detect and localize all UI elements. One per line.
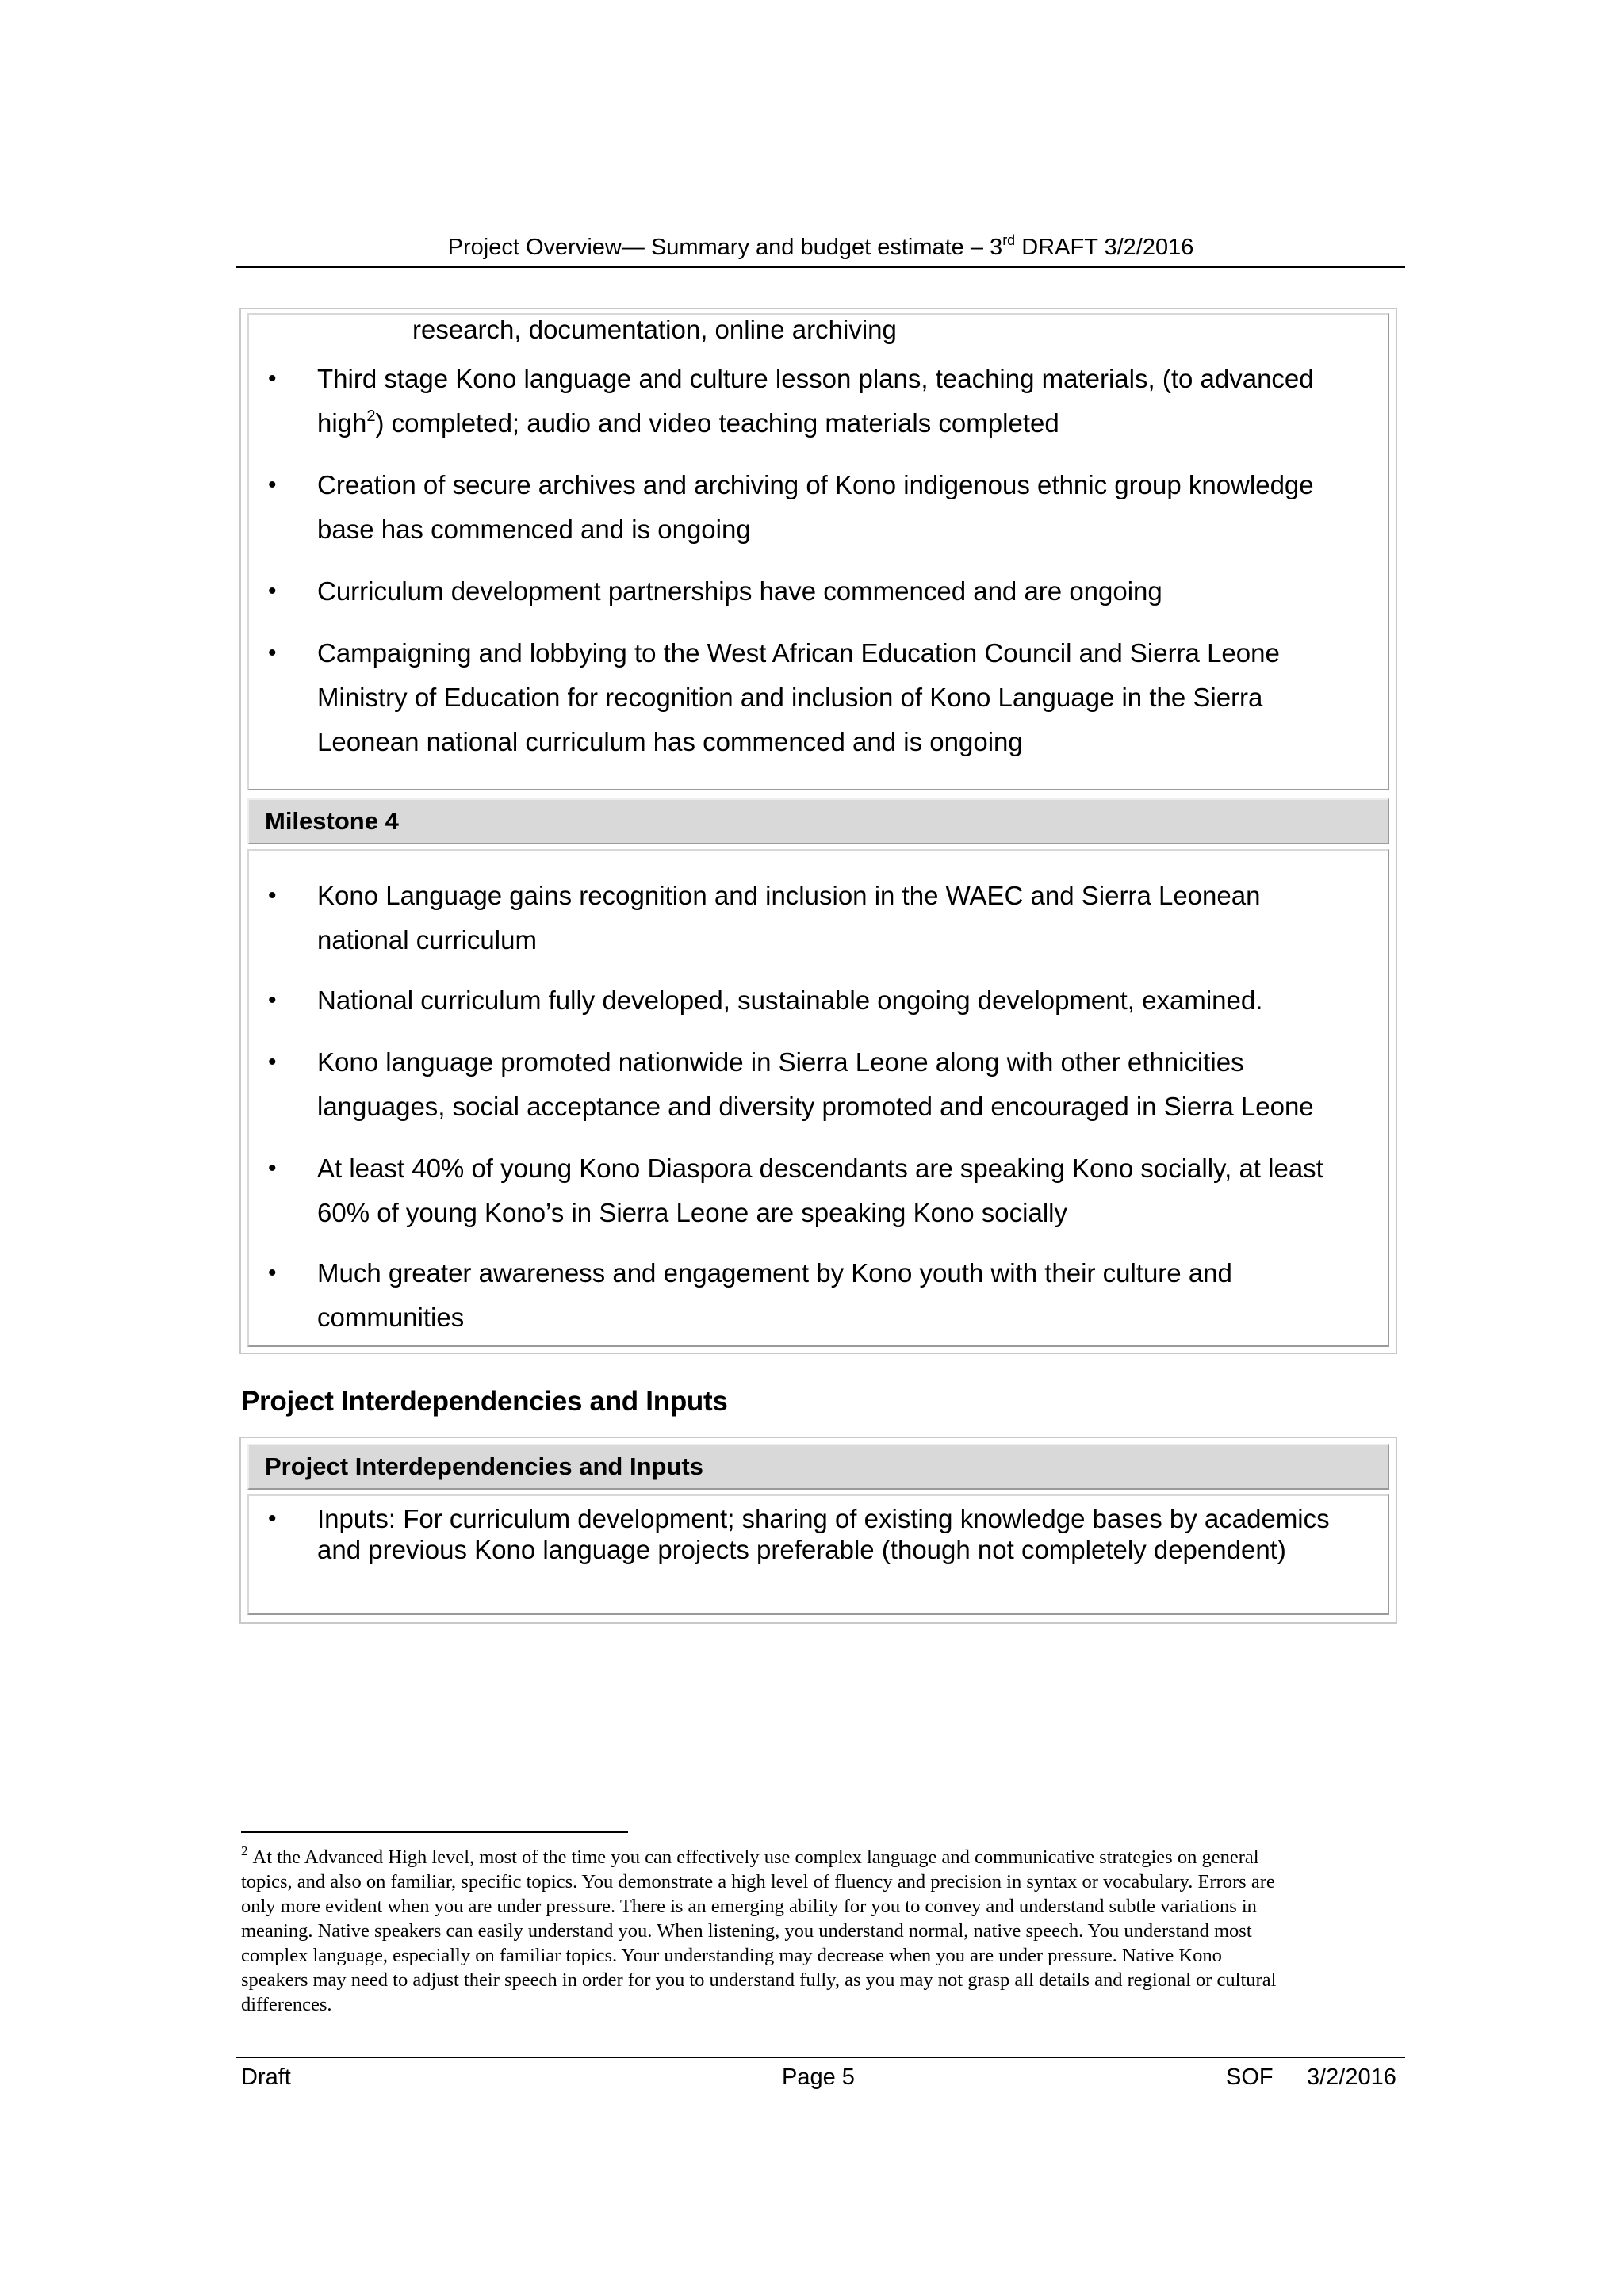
milestone3-continued-cell bbox=[247, 313, 1389, 790]
interdependencies-cell bbox=[247, 1494, 1389, 1615]
interdependencies-table bbox=[239, 1437, 1397, 1624]
list-item-text: ) completed; audio and video teaching materials completed bbox=[375, 408, 1059, 438]
interdependencies-heading: Project Interdependencies and Inputs bbox=[247, 1444, 1389, 1490]
header-prefix: Project Overview— Summary and budget estimate – 3 bbox=[447, 235, 1003, 260]
footer-org: SOF bbox=[1226, 2064, 1274, 2090]
bullet-glyph: • bbox=[268, 472, 277, 498]
list-item: National curriculum fully developed, sustainable ongoing development, examined. bbox=[317, 985, 1263, 1015]
footnote-number: 2 bbox=[241, 1843, 248, 1858]
header-suffix: DRAFT 3/2/2016 bbox=[1015, 235, 1194, 260]
footnote-separator bbox=[241, 1831, 628, 1833]
footnote-line bbox=[241, 1845, 1399, 1869]
list-item: Kono language promoted nationwide in Sierra Leone along with other ethnicities bbox=[317, 1047, 1244, 1077]
list-item: Leonean national curriculum has commenced and is ongoing bbox=[317, 727, 1023, 756]
list-item: base has commenced and is ongoing bbox=[317, 515, 751, 544]
list-item: Much greater awareness and engagement by Kono youth with their culture and bbox=[317, 1258, 1232, 1288]
list-item: At least 40% of young Kono Diaspora descendants are speaking Kono socially, at least bbox=[317, 1154, 1323, 1183]
list-item: Campaigning and lobbying to the West African Education Council and Sierra Leone bbox=[317, 638, 1280, 668]
list-item: national curriculum bbox=[317, 925, 537, 955]
bullet-glyph: • bbox=[268, 882, 277, 909]
bullet-glyph: • bbox=[268, 365, 277, 392]
bullet-glyph: • bbox=[268, 1155, 277, 1181]
footnote-reference[interactable]: 2 bbox=[366, 408, 376, 425]
footer-status: Draft bbox=[241, 2064, 291, 2090]
bullet-glyph: • bbox=[268, 987, 277, 1013]
list-item: communities bbox=[317, 1303, 465, 1332]
section-title: Project Interdependencies and Inputs bbox=[241, 1386, 728, 1417]
list-item: Creation of secure archives and archiving of Kono indigenous ethnic group knowledge bbox=[317, 470, 1314, 499]
bullet-glyph: • bbox=[268, 640, 277, 666]
footnote-line: topics, and also on familiar, specific topics. You demonstrate a high level of fluency and precision in syntax or vocabulary. Errors are bbox=[241, 1871, 1275, 1892]
footnote-line: only more evident when you are under pressure. There is an emerging ability for you to convey and understand subtle variations in bbox=[241, 1896, 1257, 1917]
list-item: Kono Language gains recognition and inclusion in the WAEC and Sierra Leonean bbox=[317, 881, 1261, 910]
footnote-text: At the Advanced High level, most of the time you can effectively use complex language and communicative strategies on general bbox=[252, 1846, 1259, 1868]
list-item: Ministry of Education for recognition and inclusion of Kono Language in the Sierra bbox=[317, 683, 1263, 712]
list-item: Inputs: For curriculum development; sharing of existing knowledge bases by academics bbox=[317, 1504, 1330, 1533]
header-superscript: rd bbox=[1002, 232, 1016, 248]
list-item-text: high bbox=[317, 408, 367, 438]
bullet-glyph: • bbox=[268, 1049, 277, 1075]
list-item: Third stage Kono language and culture lesson plans, teaching materials, (to advanced bbox=[317, 364, 1314, 393]
page-footer bbox=[236, 2057, 1405, 2095]
list-item: 60% of young Kono’s in Sierra Leone are speaking Kono socially bbox=[317, 1198, 1068, 1227]
milestone4-cell bbox=[247, 849, 1389, 1347]
lead-line: research, documentation, online archiving bbox=[412, 315, 897, 344]
footnote-line: complex language, especially on familiar topics. Your understanding may decrease when you are under pressure. Native Kono bbox=[241, 1945, 1222, 1966]
bullet-glyph: • bbox=[268, 1506, 277, 1532]
footnote-line: differences. bbox=[241, 1994, 332, 2015]
footnote-line: meaning. Native speakers can easily understand you. When listening, you understand normal, native speech. You understand most bbox=[241, 1920, 1252, 1942]
page-number: Page 5 bbox=[782, 2064, 855, 2090]
list-item: languages, social acceptance and diversity promoted and encouraged in Sierra Leone bbox=[317, 1092, 1314, 1121]
milestone4-heading: Milestone 4 bbox=[247, 798, 1389, 844]
footnote-line: speakers may need to adjust their speech in order for you to understand fully, as you may not grasp all details and regional or cultural bbox=[241, 1969, 1277, 1991]
page-header bbox=[236, 228, 1405, 268]
milestones-table bbox=[239, 308, 1397, 1354]
bullet-glyph: • bbox=[268, 1260, 277, 1286]
footnote bbox=[241, 1845, 1399, 2017]
list-item bbox=[317, 408, 1059, 438]
footer-date: 3/2/2016 bbox=[1307, 2064, 1396, 2090]
bullet-glyph: • bbox=[268, 578, 277, 604]
list-item: Curriculum development partnerships have commenced and are ongoing bbox=[317, 576, 1162, 606]
list-item: and previous Kono language projects preferable (though not completely dependent) bbox=[317, 1535, 1286, 1564]
